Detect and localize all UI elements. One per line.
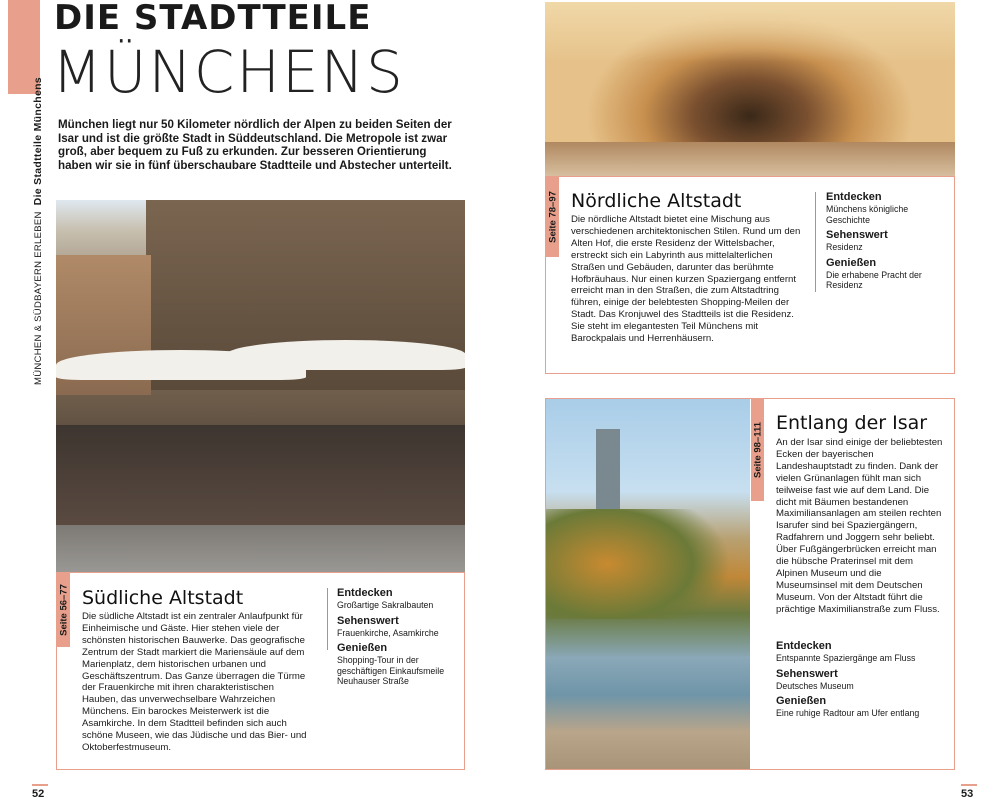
info-label: Genießen bbox=[776, 695, 827, 707]
marienplatz-photo bbox=[56, 200, 465, 573]
district-text-isar: An der Isar sind einige der beliebtesten Ecken der bayerischen Landeshauptstadt zu finden. Dank der vielen Grünanlagen fühlt man sich teilweise fast wie auf dem Land. Die dicht mit Bäumen bestandenen Maximiliansanlagen am steilen rechten Isarufer sind bei Spaziergängern, Radfahrern und Joggern sehr beliebt. Über Fußgängerbrücken erreicht man die hübsche Praterinsel mit dem Alpinen Museum und die Museumsinsel mit dem Deutschen Museum. Von der Altstadt führt die prächtige Maximilianstraße zum Fluss. bbox=[776, 437, 943, 615]
isar-photo bbox=[546, 399, 750, 769]
info-value: Die erhabene Pracht der Residenz bbox=[826, 269, 922, 290]
page-ref-tab-north bbox=[546, 177, 559, 257]
info-label: Genießen bbox=[826, 256, 877, 269]
page-number-rule-left bbox=[32, 784, 48, 786]
info-rule-north bbox=[815, 192, 816, 292]
info-label: Genießen bbox=[337, 642, 388, 654]
page-ref-tab-isar bbox=[751, 399, 764, 501]
info-label: Entdecken bbox=[826, 191, 882, 203]
page-ref-tab-south bbox=[57, 573, 70, 647]
intro-text: München liegt nur 50 Kilometer nördlich der Alpen zu beiden Seiten der Isar und ist die größte Stadt in Süddeutschland. Die Metropole ist zwar groß, aber bequem zu Fuß zu erkunden. Zur besseren Orientierung haben wir sie in fünf überschaubare Stadtteile und Abstecher unterteilt. bbox=[58, 118, 452, 172]
info-label: Sehenswert bbox=[337, 614, 399, 627]
info-list-north bbox=[826, 191, 948, 295]
info-value: Eine ruhige Radtour am Ufer entlang bbox=[776, 708, 920, 718]
info-value: Deutsches Museum bbox=[776, 680, 854, 691]
page-number-rule-right bbox=[961, 784, 977, 786]
info-label: Sehenswert bbox=[776, 667, 838, 680]
antiquarium-photo bbox=[545, 2, 955, 177]
district-text-south: Die südliche Altstadt ist ein zentraler Anlaufpunkt für Einheimische und Gäste. Hier stehen viele der schönsten historischen Bauwerke. Das geografische Zentrum der Stadt markiert die Mariensäule auf dem Marienplatz, dem historischen urbanen und Geschäftszentrum. Das Ganze überragen die Türme der Frauenkirche mit ihren charakteristischen Hauben, das unverwechselbare Wahrzeichen Münchens. Ein barockes Meisterwerk ist die Asamkirche. In dem Stadtteil befinden sich auch schöne Museen, wie das Jüdische und das Bier- und Oktoberfestmuseum. bbox=[82, 611, 307, 753]
district-title-north: Nördliche Altstadt bbox=[571, 190, 742, 212]
page-title-line1: DIE STADTTEILE bbox=[54, 0, 372, 38]
page-ref-north: Seite 78–97 bbox=[547, 191, 558, 243]
page-title-line2: MÜNCHENS bbox=[52, 38, 405, 106]
running-head-chapter: Die Stadtteile Münchens bbox=[32, 77, 44, 206]
info-value: Entspannte Spaziergänge am Fluss bbox=[776, 653, 916, 663]
info-list-isar bbox=[776, 640, 946, 723]
info-value: Residenz bbox=[826, 242, 863, 252]
page-ref-south: Seite 56–77 bbox=[58, 584, 69, 636]
info-label: Entdecken bbox=[337, 587, 393, 599]
running-head bbox=[32, 77, 44, 385]
info-value: Münchens königliche Geschichte bbox=[826, 204, 909, 225]
district-text-north: Die nördliche Altstadt bietet eine Mischung aus verschiedenen architektonischen Stilen. Rund um den Alten Hof, die erste Residenz der Wittelsbacher, erstreckt sich ein Labyrinth aus mittelalterlichen Straßen und Gebäuden, darunter das berühmte Hofbräuhaus. Nur einen kurzen Spaziergang entfernt erreicht man in den Straßen, die zum Altstadtring führen, einige der belebtesten Shopping-Meilen der Stadt. Das Kronjuwel des Stadtteils ist die Residenz. Sie steht im elegantesten Teil Münchens mit Barockpalais und Herrenhäusern. bbox=[571, 214, 801, 345]
info-value: Shopping-Tour in der geschäftigen Einkaufsmeile Neuhauser Straße bbox=[337, 655, 445, 686]
info-value: Großartige Sakralbauten bbox=[337, 600, 434, 610]
info-list-south bbox=[337, 587, 455, 691]
district-title-south: Südliche Altstadt bbox=[82, 587, 244, 609]
district-title-isar: Entlang der Isar bbox=[776, 412, 928, 434]
info-label: Entdecken bbox=[776, 640, 832, 652]
info-rule-south bbox=[327, 588, 328, 650]
page-number-right: 53 bbox=[961, 788, 974, 800]
running-head-section: MÜNCHEN & SÜDBAYERN ERLEBEN bbox=[33, 211, 44, 385]
page-ref-isar: Seite 98–111 bbox=[752, 422, 763, 478]
info-value: Frauenkirche, Asamkirche bbox=[337, 627, 439, 638]
page-number-left: 52 bbox=[32, 788, 45, 800]
info-label: Sehenswert bbox=[826, 229, 888, 241]
